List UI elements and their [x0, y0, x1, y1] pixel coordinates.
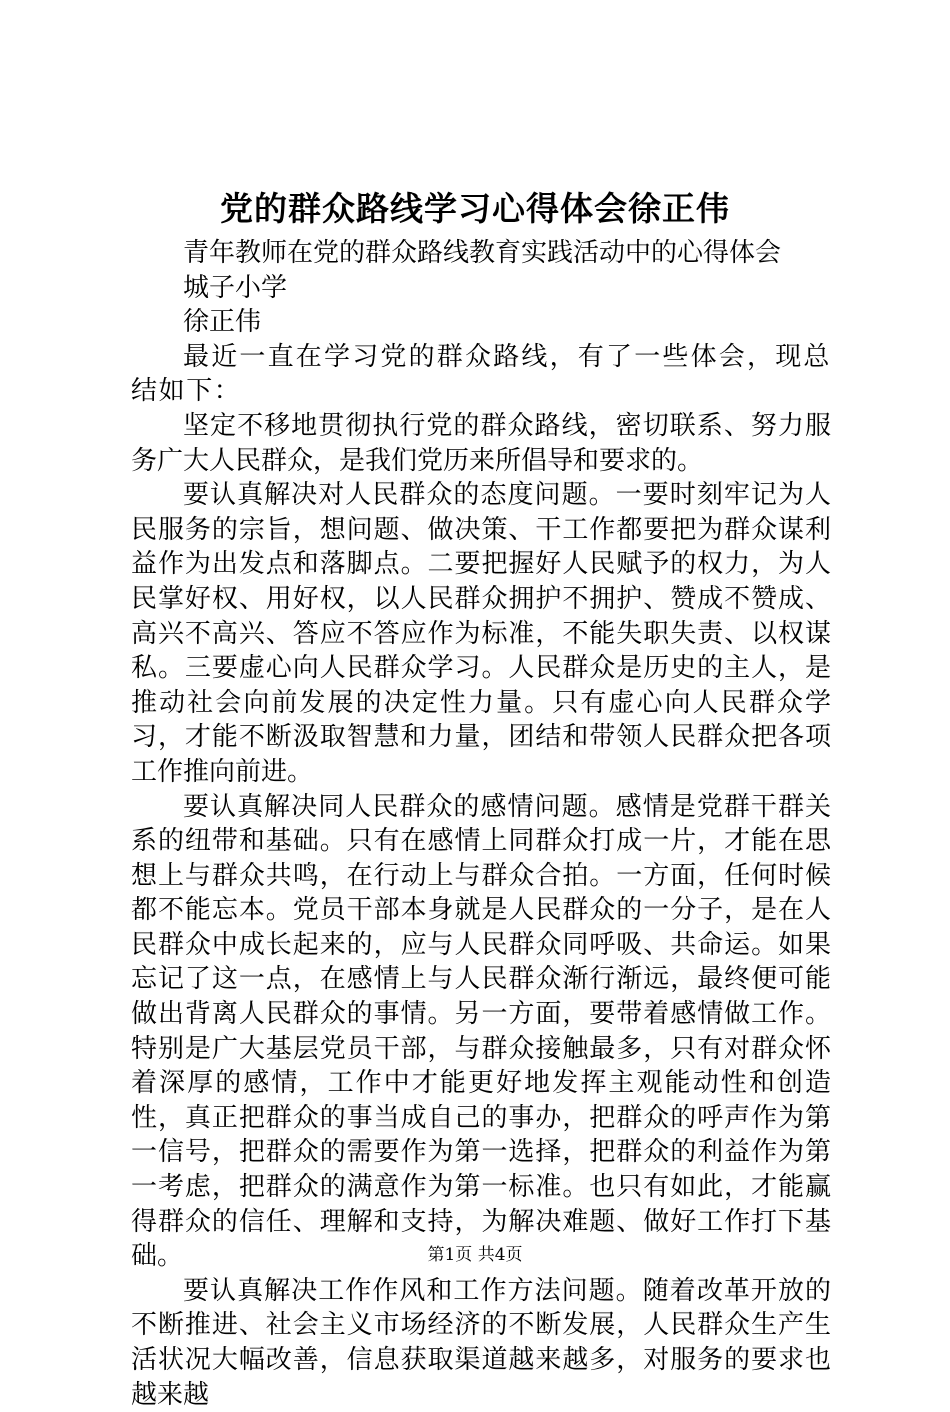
document-body [131, 236, 831, 1412]
school-name: 城子小学 [183, 272, 288, 303]
paragraph-work-style: 要认真解决工作作风和工作方法问题。随着改革开放的不断推进、社会主义市场经济的不断发展，人民群众生产生活状况大幅改善，信息获取渠道越来越多，对服务的要求也越来越 [131, 1275, 831, 1410]
page-footer: 第1页 共4页 [427, 1245, 523, 1265]
document-subtitle: 青年教师在党的群众路线教育实践活动中的心得体会 [183, 238, 782, 268]
paragraph-principle: 坚定不移地贯彻执行党的群众路线，密切联系、努力服务广大人民群众，是我们党历来所倡导和要求的。 [131, 410, 831, 476]
paragraph-feelings: 要认真解决同人民群众的感情问题。感情是党群干群关系的纽带和基础。只有在感情上同群众打成一片，才能在思想上与群众共鸣，在行动上与群众合拍。一方面，任何时候都不能忘本。党员干部本身就是人民群众的一分子，是在人民群众中成长起来的，应与人民群众同呼吸、共命运。如果忘记了这一点，在感情上与人民群众渐行渐远，最终便可能做出背离人民群众的事情。另一方面，要带着感情做工作。特别是广大基层党员干部，与群众接触最多，只有对群众怀着深厚的感情，工作中才能更好地发挥主观能动性和创造性，真正把群众的事当成自己的事办，把群众的呼声作为第一信号，把群众的需要作为第一选择，把群众的利益作为第一考虑，把群众的满意作为第一标准。也只有如此，才能赢得群众的信任、理解和支持，为解决难题、做好工作打下基础。 [131, 791, 831, 1272]
author-name: 徐正伟 [183, 307, 262, 338]
paragraph-intro: 最近一直在学习党的群众路线，有了一些体会，现总结如下： [131, 341, 831, 407]
paragraph-attitude: 要认真解决对人民群众的态度问题。一要时刻牢记为人民服务的宗旨，想问题、做决策、干工作都要把为群众谋利益作为出发点和落脚点。二要把握好人民赋予的权力，为人民掌好权、用好权，以人民群众拥护不拥护、赞成不赞成、高兴不高兴、答应不答应作为标准，不能失职失责、以权谋私。三要虚心向人民群众学习。人民群众是历史的主人，是推动社会向前发展的决定性力量。只有虚心向人民群众学习，才能不断汲取智慧和力量，团结和带领人民群众把各项工作推向前进。 [131, 480, 831, 787]
document-title: 党的群众路线学习心得体会徐正伟 [220, 189, 730, 228]
